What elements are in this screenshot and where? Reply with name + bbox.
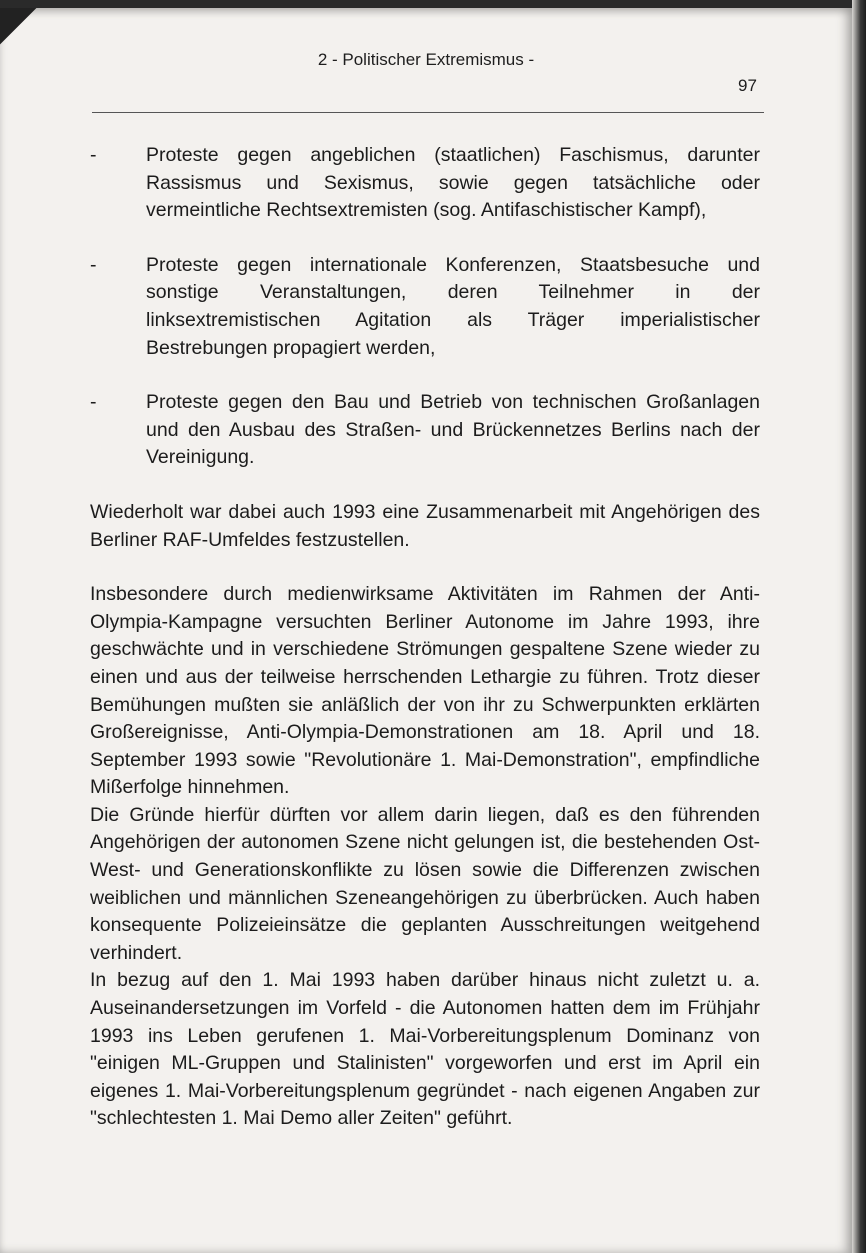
- page-number: 97: [738, 76, 757, 95]
- paragraph-anti-olympia: Insbesondere durch medienwirksame Aktivitäten im Rahmen der Anti-Olympia-Kampagne versuchten Berliner Autonome im Jahre 1993, ihre geschwächte und in verschiedene Strömungen gespaltene Szene wieder zu einen und aus der teilweise herrschenden Lethargie zu führen. Trotz dieser Bemühungen mußten sie anläßlich der von ihr zu Schwerpunkten erklärten Großereignisse, Anti-Olympia-Demonstrationen am 18. April und 18. September 1993 sowie "Revolutionäre 1. Mai-Demonstration", empfindliche Mißerfolge hinnehmen.: [90, 583, 760, 799]
- header-rule: [92, 112, 764, 113]
- bullet-marker: -: [90, 253, 97, 276]
- paragraph-may-day: In bezug auf den 1. Mai 1993 haben darüber hinaus nicht zuletzt u. a. Auseinandersetzungen im Vorfeld - die Autonomen hatten dem im Frühjahr 1993 ins Leben gerufenen 1. Mai-Vorbereitungsplenum Dominanz von "einigen ML-Gruppen und Stalinisten" vorgeworfen und erst im April ein eigenes 1. Mai-Vorbereitungsplenum gegründet - nach eigenen Angaben zur "schlechtesten 1. Mai Demo aller Zeiten" geführt.: [90, 969, 760, 1130]
- paragraph-reasons: Die Gründe hierfür dürften vor allem darin liegen, daß es den führenden Angehörigen der autonomen Szene nicht gelungen ist, die bestehenden Ost-West- und Generationskonflikte zu lösen sowie die Differenzen zwischen weiblichen und männlichen Szeneangehörigen zu überbrücken. Auch haben konsequente Polizeieinsätze die geplanten Ausschreitungen weitgehend verhindert.: [90, 803, 760, 964]
- bullet-marker: -: [90, 391, 97, 414]
- bullet-item-infrastructure: [90, 389, 760, 472]
- paragraph-raf-cooperation: Wiederholt war dabei auch 1993 eine Zusammenarbeit mit Angehörigen des Berliner RAF-Umfeldes festzustellen.: [90, 500, 760, 551]
- bullet-text: Proteste gegen angeblichen (staatlichen) Faschismus, darunter Rassismus und Sexismus, sowie gegen tatsächliche oder vermeintliche Rechtsextremisten (sog. Antifaschistischer Kampf),: [146, 144, 760, 222]
- bullet-text: Proteste gegen den Bau und Betrieb von technischen Großanlagen und den Ausbau des Straßen- und Brückennetzes Berlins nach der Vereinigung.: [146, 391, 760, 469]
- bullet-marker: -: [90, 144, 97, 166]
- bullet-item-conferences: [90, 252, 760, 362]
- scan-corner-shadow: [0, 8, 40, 48]
- running-title: 2 - Politischer Extremismus -: [317, 50, 535, 69]
- bullet-item-antifascism: [90, 142, 760, 225]
- book-edge-shadow: [852, 0, 866, 1253]
- bullet-text: Proteste gegen internationale Konferenzen, Staatsbesuche und sonstige Veranstaltungen, deren Teilnehmer in der linksextremistischen Agitation als Träger imperialistischer Bestrebungen propagiert werden,: [146, 253, 760, 359]
- page-body: [90, 142, 760, 1133]
- document-page: [0, 8, 852, 1253]
